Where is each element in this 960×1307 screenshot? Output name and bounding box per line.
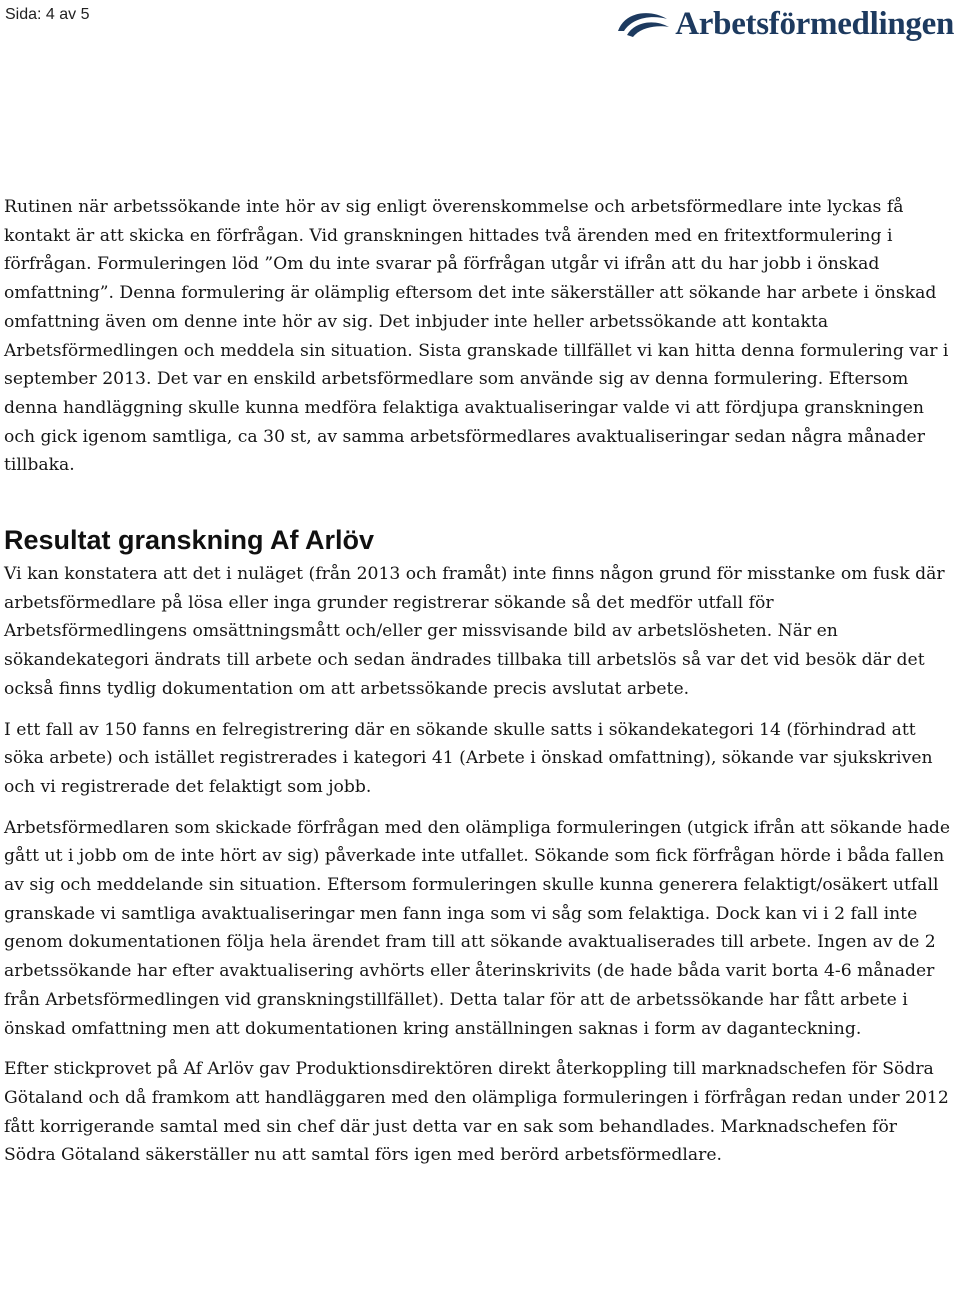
document-body [4,193,954,1170]
page-number: Sida: 4 av 5 [5,6,90,23]
section-paragraph-3: Arbetsförmedlaren som skickade förfrågan med den olämpliga formuleringen (utgick ifrån att sökande hade gått ut i jobb om de inte hört av sig) påverkade inte utfallet. Sökande som fick förfrågan hörde i båda fallen av sig och meddelande sin situation. Eftersom formuleringen skulle kunna generera felaktigt/osäkert utfall granskade vi samtliga avaktualiseringar men fann inga som vi såg som felaktiga. Dock kan vi i 2 fall inte genom dokumentationen följa hela ärendet fram till att sökande avaktualiserades till arbete. Ingen av de 2 arbetssökande har efter avaktualisering avhörts eller återinskrivits (de hade båda varit borta 4-6 månader från Arbetsförmedlingen vid granskningstillfället). Detta talar för att de arbetssökande har fått arbete i önskad omfattning men att dokumentationen kring anställningen saknas i form av daganteckning. [4,817,950,1039]
logo-text: Arbetsförmedlingen [675,5,954,42]
page-header [0,0,960,50]
section-paragraph-1: Vi kan konstatera att det i nuläget (från 2013 och framåt) inte finns någon grund för misstanke om fusk där arbetsförmedlare på lösa eller inga grunder registrerar sökande så det medför utfall för Arbetsförmedlingens omsättningsmått och/eller ger missvisande bild av arbetslösheten. När en sökandekategori ändrats till arbete och sedan ändrades tillbaka till arbetslös så var det vid besök där det också finns tydlig dokumentation om att arbetssökande precis avslutat arbete. [4,564,945,699]
section-paragraph-4: Efter stickprovet på Af Arlöv gav Produktionsdirektören direkt återkoppling till marknadschefen för Södra Götaland och då framkom att handläggaren med den olämpliga formuleringen i förfrågan redan under 2012 fått korrigerande samtal med sin chef där just detta var en sak som behandlades. Marknadschefen för Södra Götaland säkerställer nu att samtal förs igen med berörd arbetsförmedlare. [4,1059,949,1166]
section-paragraph-2: I ett fall av 150 fanns en felregistrering där en sökande skulle satts i sökandekategori 14 (förhindrad att söka arbete) och istället registrerades i kategori 41 (Arbete i önskad omfattning), sökande var sjukskriven och vi registrerade det felaktigt som jobb. [4,719,933,797]
logo [615,2,954,46]
intro-paragraph: Rutinen när arbetssökande inte hör av sig enligt överenskommelse och arbetsförmedlare inte lyckas få kontakt är att skicka en förfrågan. Vid granskningen hittades två ärenden med en fritextformulering i förfrågan. Formuleringen löd ”Om du inte svarar på förfrågan utgår vi ifrån att du har jobb i önskad omfattning”. Denna formulering är olämplig eftersom det inte säkerställer att sökande har arbete i önskad omfattning även om denne inte hör av sig. Det inbjuder inte heller arbetssökande att kontakta Arbetsförmedlingen och meddela sin situation. Sista granskade tillfället vi kan hitta denna formulering var i september 2013. Det var en enskild arbetsförmedlare som använde sig av denna formulering. Eftersom denna handläggning skulle kunna medföra felaktiga avaktualiseringar valde vi att fördjupa granskningen och gick igenom samtliga, ca 30 st, av samma arbetsförmedlares avaktualiseringar sedan några månader tillbaka. [4,197,949,476]
arbetsformedlingen-logo-icon [615,7,671,41]
section-heading: Resultat granskning Af Arlöv [4,525,375,556]
